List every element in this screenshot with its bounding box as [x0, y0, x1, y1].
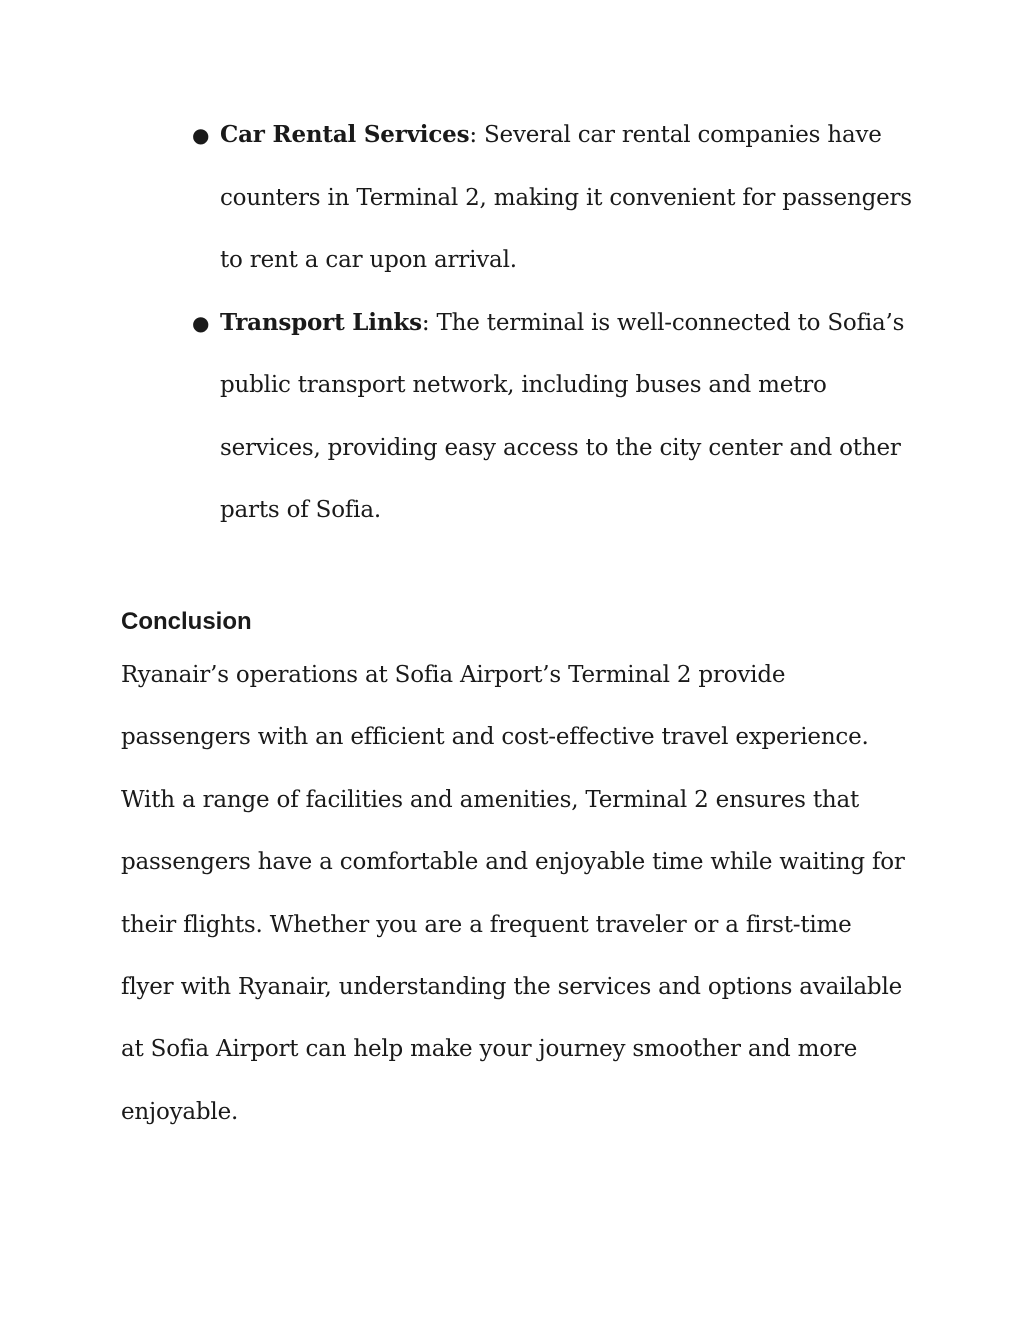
bullet-separator: : [421, 309, 430, 336]
list-item-transport-links [190, 292, 920, 542]
conclusion-heading: Conclusion [121, 608, 252, 635]
bullet-text: Several car rental companies have counters in Terminal 2, making it convenient for passengers to rent a car upon arrival. [220, 122, 912, 273]
bullet-text: The terminal is well-connected to Sofia’s public transport network, including buses and metro services, providing easy access to the city center and other parts of Sofia. [220, 309, 905, 523]
bullet-icon: ● [192, 310, 210, 335]
bullet-term: Car Rental Services [220, 121, 470, 148]
list-item-car-rental [190, 104, 920, 292]
bullet-separator: : [469, 122, 477, 148]
services-bullet-list [190, 104, 920, 542]
bullet-term: Transport Links [220, 308, 422, 336]
conclusion-paragraph: Ryanair’s operations at Sofia Airport’s Terminal 2 provide passengers with an efficient and cost-effective travel experience. With a range of facilities and amenities, Terminal 2 ensures that passengers have a comfortable and enjoyable time while waiting for their flights. Whether you are a frequent traveler or a first-time flyer with Ryanair, understanding the services and options available at Sofia Airport can help make your journey smoother and more enjoyable. [121, 662, 905, 1125]
bullet-icon: ● [192, 123, 210, 147]
